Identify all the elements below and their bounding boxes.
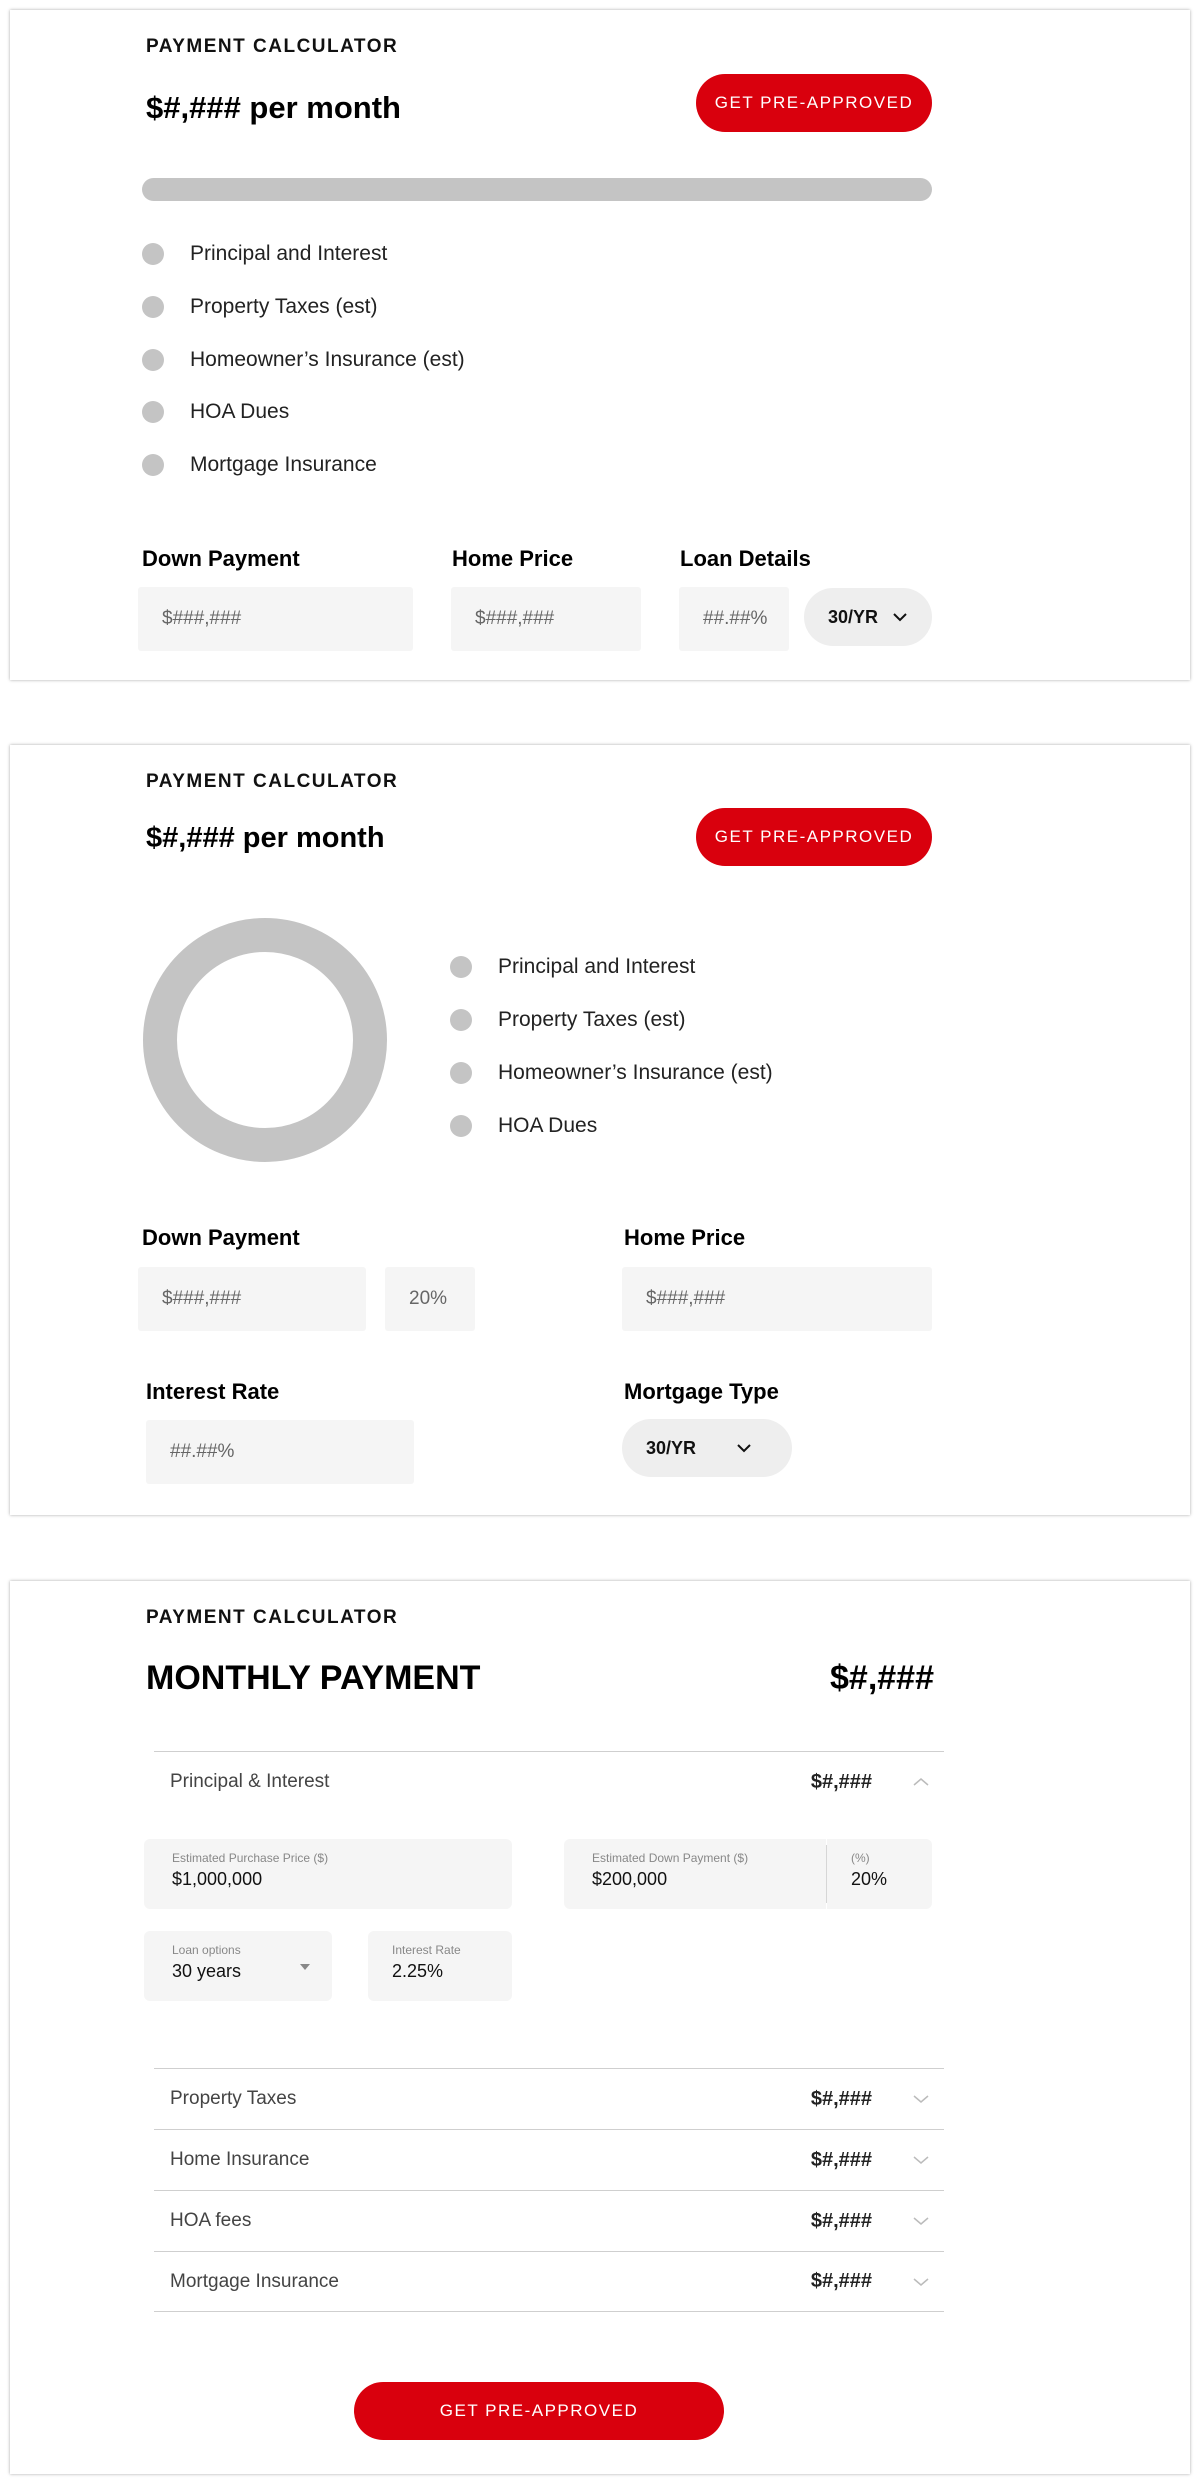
legend-dot bbox=[450, 1062, 472, 1084]
get-pre-approved-button[interactable]: GET PRE-APPROVED bbox=[354, 2382, 724, 2440]
row-value: $#,### bbox=[810, 2148, 872, 2171]
legend-item bbox=[142, 242, 387, 266]
legend-item bbox=[142, 400, 289, 424]
interest-rate-label: Interest Rate bbox=[146, 1379, 280, 1404]
interest-rate-value: 2.25% bbox=[392, 1961, 444, 1981]
mortgage-type-dropdown[interactable] bbox=[622, 1419, 792, 1477]
payment-calculator-card-accordion bbox=[10, 1581, 1190, 2474]
interest-rate-field[interactable] bbox=[368, 1931, 512, 2001]
home-insurance-row[interactable] bbox=[154, 2129, 944, 2190]
purchase-price-value: $1,000,000 bbox=[172, 1869, 263, 1889]
down-payment-percent-field[interactable] bbox=[827, 1839, 932, 1909]
principal-interest-row[interactable] bbox=[154, 1751, 944, 1812]
interest-rate-input[interactable]: ##.##% bbox=[146, 1420, 414, 1484]
down-payment-label: Down Payment bbox=[142, 1225, 300, 1250]
purchase-price-field[interactable] bbox=[144, 1839, 512, 1909]
legend-item bbox=[450, 955, 695, 979]
home-price-input[interactable]: $###,### bbox=[622, 1267, 932, 1331]
legend-label: Homeowner’s Insurance (est) bbox=[498, 1061, 773, 1084]
legend-dot bbox=[142, 401, 164, 423]
chevron-down-icon[interactable] bbox=[912, 2277, 930, 2287]
down-payment-input[interactable]: $###,### bbox=[138, 587, 413, 651]
loan-details-label: Loan Details bbox=[680, 546, 811, 571]
legend-item bbox=[142, 348, 465, 372]
loan-term-value: 30/YR bbox=[828, 606, 879, 627]
get-pre-approved-button[interactable]: GET PRE-APPROVED bbox=[696, 808, 932, 866]
eyebrow-title: PAYMENT CALCULATOR bbox=[146, 771, 399, 792]
legend-item bbox=[142, 295, 378, 319]
legend-label: HOA Dues bbox=[190, 400, 290, 423]
property-taxes-row[interactable] bbox=[154, 2068, 944, 2129]
down-payment-value: $200,000 bbox=[592, 1869, 668, 1889]
mortgage-type-label: Mortgage Type bbox=[624, 1379, 779, 1404]
row-label: Mortgage Insurance bbox=[170, 2270, 339, 2292]
loan-options-label: Loan options bbox=[172, 1943, 241, 1957]
row-value: $#,### bbox=[810, 2270, 872, 2292]
principal-interest-value: $#,### bbox=[810, 1770, 872, 1793]
down-payment-percent-value: 20% bbox=[851, 1869, 888, 1889]
home-price-input[interactable]: $###,### bbox=[451, 587, 641, 651]
row-label: HOA fees bbox=[170, 2210, 252, 2231]
down-payment-field[interactable] bbox=[564, 1839, 826, 1909]
principal-interest-label: Principal & Interest bbox=[170, 1771, 330, 1792]
chevron-down-icon[interactable] bbox=[912, 2155, 930, 2165]
legend-label: Property Taxes (est) bbox=[190, 295, 378, 318]
loan-options-select[interactable] bbox=[144, 1931, 332, 2001]
mortgage-insurance-row[interactable] bbox=[154, 2251, 944, 2312]
legend-dot bbox=[450, 1115, 472, 1137]
down-payment-input[interactable]: $###,### bbox=[138, 1267, 366, 1331]
legend-label: Principal and Interest bbox=[498, 955, 696, 978]
down-payment-label: Estimated Down Payment ($) bbox=[592, 1851, 749, 1865]
chevron-up-icon[interactable] bbox=[912, 1777, 930, 1787]
legend-item bbox=[142, 453, 377, 477]
eyebrow-title: PAYMENT CALCULATOR bbox=[146, 1607, 399, 1628]
payment-breakdown-donut bbox=[140, 915, 390, 1165]
legend-item bbox=[450, 1114, 597, 1138]
get-pre-approved-button[interactable]: GET PRE-APPROVED bbox=[696, 74, 932, 132]
legend-item bbox=[450, 1061, 773, 1085]
chevron-down-icon[interactable] bbox=[912, 2094, 930, 2104]
chevron-down-icon bbox=[736, 1443, 752, 1453]
legend-label: Mortgage Insurance bbox=[190, 453, 377, 476]
legend-dot bbox=[450, 956, 472, 978]
purchase-price-label: Estimated Purchase Price ($) bbox=[172, 1851, 329, 1865]
monthly-payment-total: $#,### bbox=[830, 1659, 934, 1697]
payment-calculator-card-donut bbox=[10, 745, 1190, 1515]
mortgage-type-value: 30/YR bbox=[646, 1437, 697, 1458]
eyebrow-title: PAYMENT CALCULATOR bbox=[146, 36, 399, 57]
caret-down-icon bbox=[300, 1964, 310, 1970]
legend-label: Property Taxes (est) bbox=[498, 1008, 686, 1031]
legend-dot bbox=[142, 349, 164, 371]
payment-breakdown-bar bbox=[142, 178, 932, 201]
row-value: $#,### bbox=[810, 2209, 872, 2232]
legend-dot bbox=[142, 243, 164, 265]
payment-calculator-card-bar bbox=[10, 10, 1190, 680]
chevron-down-icon[interactable] bbox=[912, 2216, 930, 2226]
down-payment-percent-label: (%) bbox=[851, 1851, 870, 1865]
monthly-payment-title: MONTHLY PAYMENT bbox=[146, 1659, 481, 1697]
legend-dot bbox=[142, 454, 164, 476]
row-label: Home Insurance bbox=[170, 2149, 310, 2170]
hoa-fees-row[interactable] bbox=[154, 2190, 944, 2251]
legend-dot bbox=[142, 296, 164, 318]
legend-item bbox=[450, 1008, 686, 1032]
monthly-payment-headline: $#,### per month bbox=[146, 822, 385, 854]
row-label: Property Taxes bbox=[170, 2088, 297, 2109]
loan-term-dropdown[interactable] bbox=[804, 588, 932, 646]
row-value: $#,### bbox=[810, 2087, 872, 2110]
monthly-payment-headline: $#,### per month bbox=[146, 90, 401, 125]
down-payment-label: Down Payment bbox=[142, 546, 300, 571]
home-price-label: Home Price bbox=[624, 1225, 746, 1250]
interest-rate-input[interactable]: ##.##% bbox=[679, 587, 789, 651]
legend-dot bbox=[450, 1009, 472, 1031]
down-payment-percent-input[interactable]: 20% bbox=[385, 1267, 475, 1331]
legend-label: HOA Dues bbox=[498, 1114, 598, 1137]
loan-options-value: 30 years bbox=[172, 1961, 242, 1981]
legend-label: Homeowner’s Insurance (est) bbox=[190, 348, 465, 371]
chevron-down-icon bbox=[892, 612, 908, 622]
interest-rate-label: Interest Rate bbox=[392, 1943, 461, 1957]
home-price-label: Home Price bbox=[452, 546, 574, 571]
legend-label: Principal and Interest bbox=[190, 242, 388, 265]
